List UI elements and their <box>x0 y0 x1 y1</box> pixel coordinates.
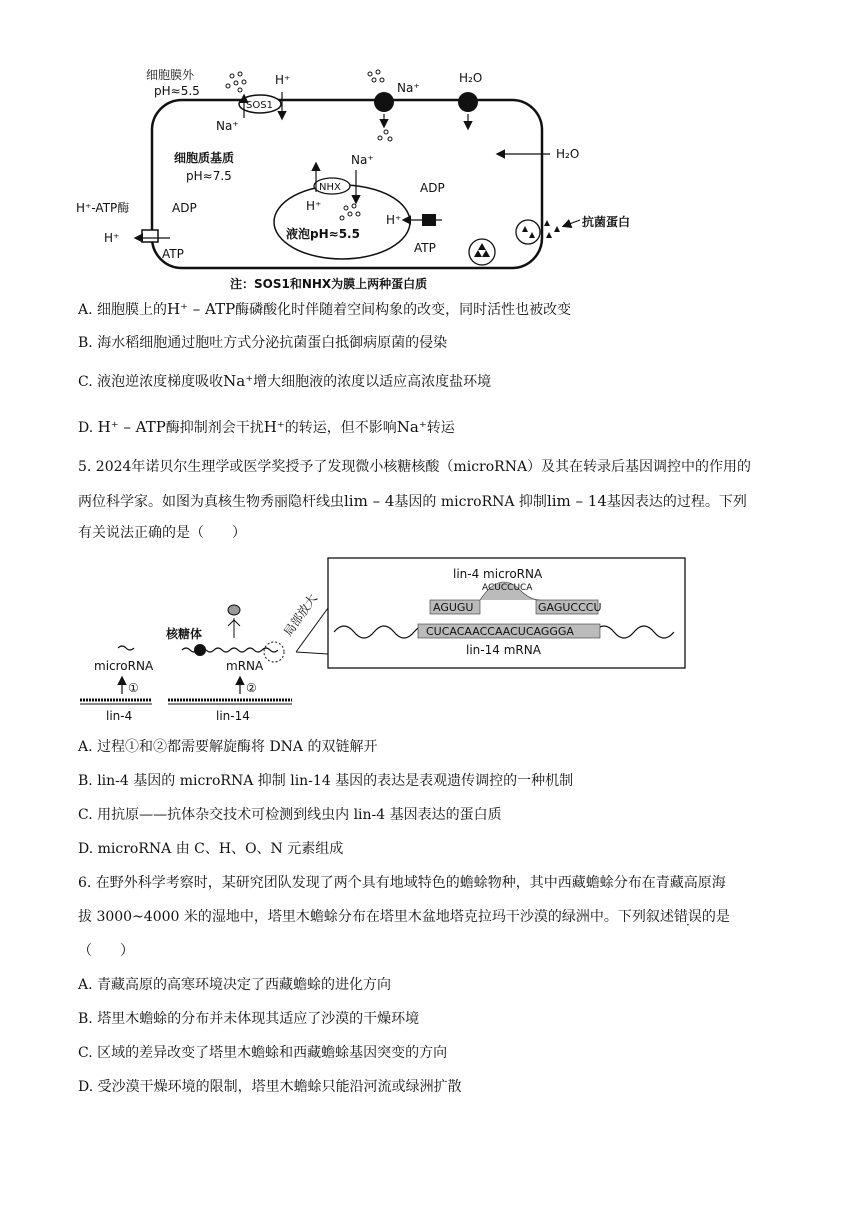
inset-top-right-seq: GAGUCCCU <box>538 601 602 614</box>
vacuole-label: 液泡pH≈5.5 <box>286 227 360 241</box>
h-plus-vacuole: H⁺ <box>386 213 402 227</box>
outside-label: 细胞膜外 <box>146 68 195 82</box>
gene2-label: lin-14 <box>216 709 250 723</box>
nhx-label: NHX <box>319 182 341 193</box>
h2o-right: H₂O <box>556 147 580 161</box>
q6-stem-line3: （ ） <box>78 943 134 959</box>
inset-top-left-seq: AGUGU <box>433 601 474 614</box>
zoom-label: 局部放大 <box>280 591 320 639</box>
q4-option-c: C. 液泡逆浓度梯度吸收Na⁺增大细胞液的浓度以适应高浓度盐环境 <box>78 372 492 390</box>
antibacterial-label: 抗菌蛋白 <box>582 215 631 229</box>
atp-vacuole: ATP <box>414 241 436 255</box>
q5-option-b: B. lin-4 基因的 microRNA 抑制 lin-14 基因的表达是表观遗传调控的一种机制 <box>78 773 574 789</box>
gene1-label: lin-4 <box>106 709 133 723</box>
cytoplasm-label: 细胞质基质 <box>174 151 235 165</box>
q5-stem-line1: 5. 2024年诺贝尔生理学或医学奖授予了发现微小核糖核酸（microRNA）及其在转录后基因调控中的作用的 <box>78 459 752 475</box>
atp-left: ATP <box>162 247 184 261</box>
na-dots-outside <box>226 72 246 92</box>
na-plus-sos1: Na⁺ <box>216 119 239 133</box>
inset-title: lin-4 microRNA <box>453 567 543 581</box>
na-channel <box>374 92 394 112</box>
q5-stem-line3: 有关说法正确的是（ ） <box>78 525 246 541</box>
adp-vacuole: ADP <box>420 181 445 195</box>
q5-option-a: A. 过程①和②都需要解旋酶将 DNA 的双链解开 <box>78 739 378 755</box>
atpase-protein <box>142 230 158 242</box>
na-plus-channel: Na⁺ <box>397 81 420 95</box>
q5-option-d: D. microRNA 由 C、H、O、N 元素组成 <box>78 841 344 857</box>
q5-option-c: C. 用抗原——抗体杂交技术可检测到线虫内 lin-4 基因表达的蛋白质 <box>78 807 502 823</box>
inset-loop-seq: ACUCCUCA <box>482 583 533 593</box>
adp-left: ADP <box>172 201 197 215</box>
microrna-diagram <box>78 556 688 726</box>
q5-stem-line2: 两位科学家。如图为真核生物秀丽隐杆线虫lim – 4基因的 microRNA 抑制lim – 14基因表达的过程。下列 <box>78 492 747 510</box>
ribosome <box>194 644 206 656</box>
na-plus-nhx: Na⁺ <box>351 153 374 167</box>
h-plus-sos1: H⁺ <box>275 73 291 87</box>
figure1-note: 注：SOS1和NHX为膜上两种蛋白质 <box>230 277 428 291</box>
microrna-label: microRNA <box>94 659 154 673</box>
q6-stem-line1: 6. 在野外科学考察时，某研究团队发现了两个具有地域特色的蟾蜍物种，其中西藏蟾蜍分布在青藏高原海 <box>78 875 726 891</box>
inset-bottom-seq: CUCACAACCAACUCAGGGA <box>426 625 574 638</box>
outside-ph: pH≈5.5 <box>154 84 200 98</box>
h-plus-left: H⁺ <box>104 231 120 245</box>
ribosome-label: 核糖体 <box>166 627 203 641</box>
q4-option-b: B. 海水稻细胞通过胞吐方式分泌抗菌蛋白抵御病原菌的侵染 <box>78 335 448 351</box>
q4-option-d: D. H⁺ – ATP酶抑制剂会干扰H⁺的转运，但不影响Na⁺转运 <box>78 418 455 436</box>
atpase-label: H⁺-ATP酶 <box>76 201 130 215</box>
step1-label: ① <box>128 681 139 695</box>
q6-stem-line2: 拔 3000~4000 米的湿地中，塔里木蟾蜍分布在塔里木盆地塔克拉玛干沙漠的绿洲中。下列叙述错误的是 <box>78 909 730 925</box>
q6-option-c: C. 区域的差异改变了塔里木蟾蜍和西藏蟾蜍基因突变的方向 <box>78 1045 448 1061</box>
q6-option-b: B. 塔里木蟾蜍的分布并未体现其适应了沙漠的干燥环境 <box>78 1011 420 1027</box>
q4-option-a: A. 细胞膜上的H⁺ – ATP酶磷酸化时伴随着空间构象的改变，同时活性也被改变 <box>78 300 572 318</box>
sos1-label: SOS1 <box>246 100 273 111</box>
protein-product <box>228 605 240 615</box>
inset-bottom-label: lin-14 mRNA <box>466 643 541 657</box>
h2o-top: H₂O <box>459 71 483 85</box>
cell-diagram <box>70 62 680 294</box>
mrna-label: mRNA <box>226 659 264 673</box>
h-plus-nhx: H⁺ <box>306 199 322 213</box>
cytoplasm-ph: pH≈7.5 <box>186 169 232 183</box>
vesicle-inner <box>469 239 495 265</box>
q6-option-d: D. 受沙漠干燥环境的限制，塔里木蟾蜍只能沿河流或绿洲扩散 <box>78 1079 462 1095</box>
step2-label: ② <box>246 681 257 695</box>
q6-option-a: A. 青藏高原的高寒环境决定了西藏蟾蜍的进化方向 <box>78 977 392 993</box>
water-channel <box>458 92 478 112</box>
